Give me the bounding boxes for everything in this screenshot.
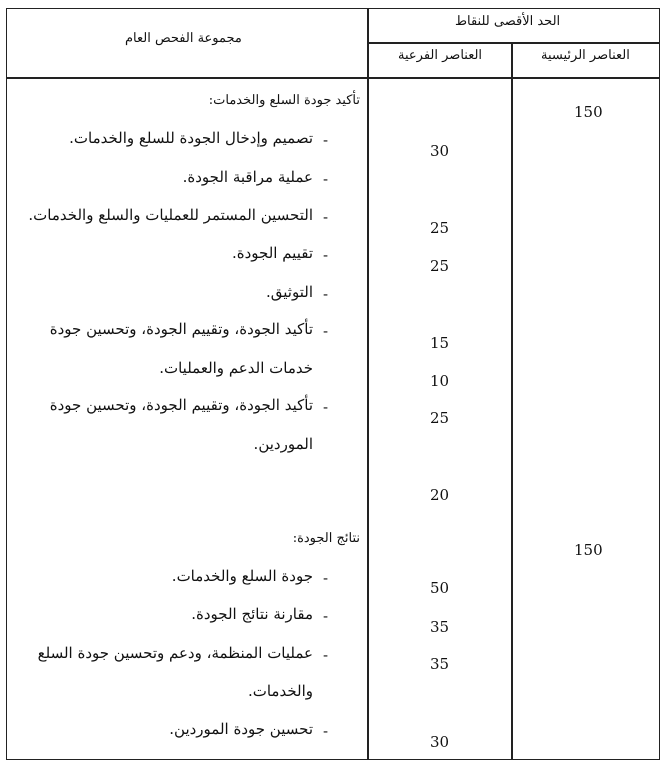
list-item: التحسين المستمر للعمليات والسلع والخدمات. (28, 206, 313, 224)
bullet-dash: - (323, 208, 329, 226)
sub-points-value: 20 (430, 486, 450, 504)
bullet-dash: - (323, 170, 329, 188)
sub-points-value: 25 (430, 219, 450, 237)
header-sub-elements: العناصر الفرعية (398, 48, 483, 63)
sub-points-value: 35 (430, 655, 450, 673)
section1-main-points: 150 (574, 103, 603, 121)
sub-points-value: 50 (430, 579, 450, 597)
sub-points-value: 30 (430, 733, 450, 751)
list-item-continuation: الموردين. (253, 435, 313, 453)
header-exam-group: مجموعة الفحص العام (125, 31, 242, 46)
list-item: التوثيق. (266, 283, 313, 301)
list-item: تأكيد الجودة، وتقييم الجودة، وتحسين جودة (49, 396, 313, 414)
list-item: جودة السلع والخدمات. (171, 567, 313, 585)
list-item: مقارنة نتائج الجودة. (191, 605, 313, 623)
sub-points-value: 30 (430, 142, 450, 160)
list-item: عملية مراقبة الجودة. (182, 168, 313, 186)
header-max-points: الحد الأقصى للنقاط (455, 14, 561, 29)
list-item-continuation: خدمات الدعم والعمليات. (159, 359, 313, 377)
list-item: تقييم الجودة. (231, 244, 313, 262)
section1-title: تأكيد جودة السلع والخدمات: (208, 93, 360, 108)
divider-header-bottom (6, 77, 660, 79)
sub-points-value: 10 (430, 372, 450, 390)
bullet-dash: - (323, 285, 329, 303)
divider-header-split (367, 42, 660, 44)
bullet-dash: - (323, 569, 329, 587)
bullet-dash: - (323, 398, 329, 416)
divider-sub-main (511, 42, 513, 760)
divider-left-column (367, 8, 369, 760)
bullet-dash: - (323, 607, 329, 625)
section2-main-points: 150 (574, 541, 603, 559)
sub-points-value: 35 (430, 618, 450, 636)
bullet-dash: - (323, 322, 329, 340)
list-item: تأكيد الجودة، وتقييم الجودة، وتحسين جودة (49, 320, 313, 338)
sub-points-value: 25 (430, 257, 450, 275)
list-item-continuation: والخدمات. (247, 682, 313, 700)
header-main-elements: العناصر الرئيسية (541, 48, 630, 63)
sub-points-value: 15 (430, 334, 450, 352)
bullet-dash: - (323, 646, 329, 664)
section2-title: نتائج الجودة: (292, 531, 360, 546)
bullet-dash: - (323, 722, 329, 740)
bullet-dash: - (323, 131, 329, 149)
list-item: تصميم وإدخال الجودة للسلع والخدمات. (69, 129, 313, 147)
sub-points-value: 25 (430, 409, 450, 427)
list-item: عمليات المنظمة، ودعم وتحسين جودة السلع (37, 644, 313, 662)
list-item: تحسين جودة الموردين. (169, 720, 313, 738)
bullet-dash: - (323, 246, 329, 264)
